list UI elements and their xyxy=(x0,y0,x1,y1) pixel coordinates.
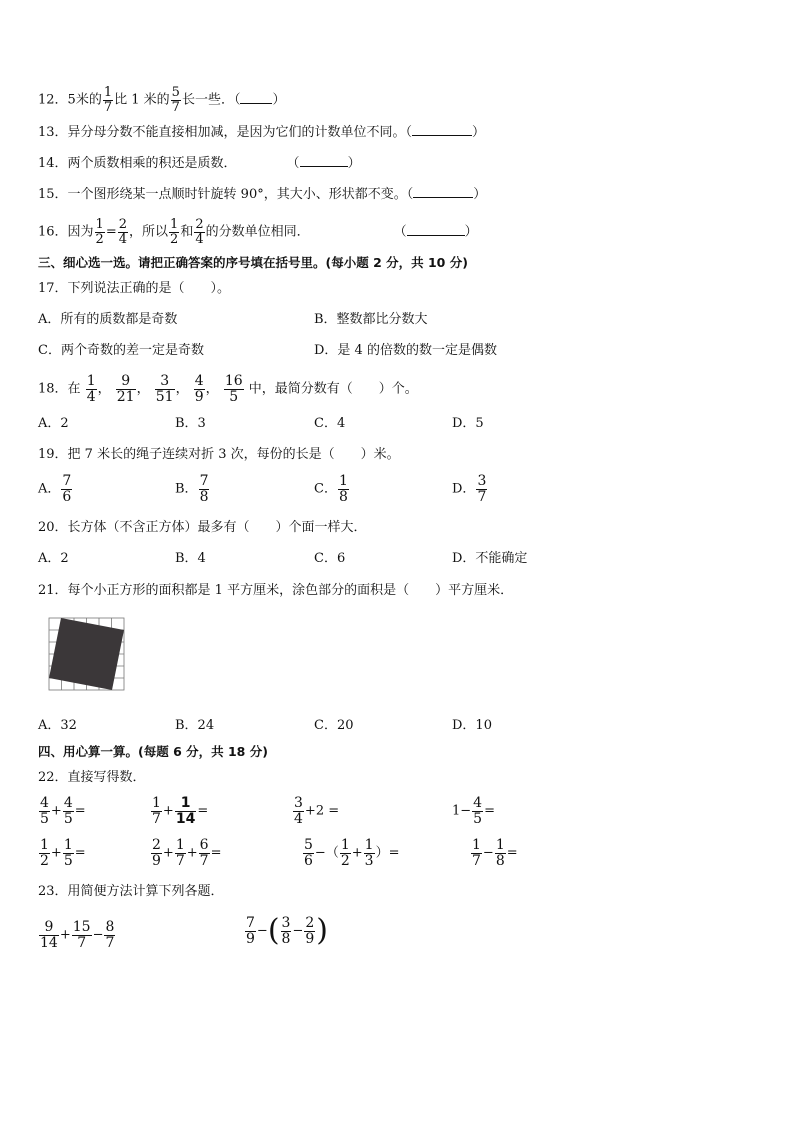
question-21: 21．每个小正方形的面积都是 1 平方厘米，涂色部分的面积是（ ）平方厘米． xyxy=(38,583,514,598)
section-4-heading: 四、用心算一算。(每题 6 分，共 18 分) xyxy=(38,744,268,759)
option-c[interactable]: C．20 xyxy=(314,718,354,733)
option-a[interactable]: A．2 xyxy=(38,551,69,566)
option-d[interactable]: D．5 xyxy=(452,416,484,431)
answer-blank[interactable] xyxy=(407,223,465,236)
expression: $\frac{1}{7}$ − $\frac{1}{8}$ = xyxy=(472,837,518,869)
expression: $\frac{3}{4}$ +2 = xyxy=(294,795,340,827)
question-15: 15．一个图形绕某一点顺时针旋转 90°，其大小、形状都不变。（ ） xyxy=(38,187,487,202)
option-a[interactable]: A．2 xyxy=(38,416,69,431)
option-b[interactable]: B． $\frac{7}{8}$ xyxy=(175,473,209,505)
expression: $\frac{4}{5}$ + $\frac{4}{5}$ = xyxy=(40,795,86,827)
question-16: 16．因为 $\frac{1}{2}$ = $\frac{2}{4}$ ，所以 $\frac{1}{2}$ 和 $\frac{2}{4}$ 的分数单位相同． （ ） xyxy=(38,217,478,247)
option-c[interactable]: C． $\frac{1}{8}$ xyxy=(314,473,348,505)
option-c[interactable]: C．4 xyxy=(314,416,346,431)
option-a[interactable]: A．32 xyxy=(38,718,77,733)
expression: $\frac{5}{6}$ −（ $\frac{1}{2}$ + $\frac{1}{3}$ ）= xyxy=(304,837,400,869)
option-a[interactable]: A．所有的质数都是奇数 xyxy=(38,312,178,327)
option-b[interactable]: B．24 xyxy=(175,718,215,733)
question-17: 17．下列说法正确的是（ ）。 xyxy=(38,281,231,296)
question-19: 19．把 7 米长的绳子连续对折 3 次，每份的长是（ ）米。 xyxy=(38,447,400,462)
question-13: 13．异分母分数不能直接相加减，是因为它们的计数单位不同。（ ） xyxy=(38,125,486,140)
option-c[interactable]: C．两个奇数的差一定是奇数 xyxy=(38,343,204,358)
shaded-square xyxy=(49,618,124,690)
answer-blank[interactable] xyxy=(412,123,472,136)
option-b[interactable]: B．3 xyxy=(175,416,206,431)
grid-figure xyxy=(48,617,126,691)
answer-blank[interactable] xyxy=(240,91,272,104)
option-b[interactable]: B．4 xyxy=(175,551,206,566)
expression: 1− $\frac{4}{5}$ = xyxy=(452,795,495,827)
expression: $\frac{1}{2}$ + $\frac{1}{5}$ = xyxy=(40,837,86,869)
section-3-heading: 三、细心选一选。请把正确答案的序号填在括号里。(每小题 2 分，共 10 分) xyxy=(38,255,468,270)
expression: $\frac{9}{14}$ + $\frac{15}{7}$ − $\frac{8}{7}$ xyxy=(40,919,115,951)
expression: $\frac{2}{9}$ + $\frac{1}{7}$ + $\frac{6}{7}$ = xyxy=(152,837,222,869)
question-12: 12．5米的 $\frac{1}{7}$ 比 1 米的 $\frac{5}{7}$ 长一些．（ ） xyxy=(38,85,286,115)
question-14: 14．两个质数相乘的积还是质数． （ ） xyxy=(38,156,361,171)
question-22: 22．直接写得数． xyxy=(38,770,146,785)
option-b[interactable]: B．整数都比分数大 xyxy=(314,312,428,327)
option-d[interactable]: D．是 4 的倍数的数一定是偶数 xyxy=(314,343,497,358)
expression: $\frac{7}{9}$ −( $\frac{3}{8}$ − $\frac{2}{9}$ ) xyxy=(246,913,329,949)
option-c[interactable]: C．6 xyxy=(314,551,346,566)
option-d[interactable]: D． $\frac{3}{7}$ xyxy=(452,473,487,505)
expression: $\frac{1}{7}$ + $\frac{1}{14}$ = xyxy=(152,795,209,827)
answer-blank[interactable] xyxy=(413,185,473,198)
option-d[interactable]: D．不能确定 xyxy=(452,551,528,566)
question-23: 23．用简便方法计算下列各题． xyxy=(38,884,224,899)
question-18: 18．在 $\frac{1}{4}$ ， $\frac{9}{21}$ ， $\frac{3}{51}$ ， $\frac{4}{9}$ ， $\frac{16}{5}$ 中，最简分数有（ ）个。 xyxy=(38,373,418,405)
option-a[interactable]: A． $\frac{7}{6}$ xyxy=(38,473,72,505)
fraction: $\frac{5}{7}$ xyxy=(171,85,180,115)
fraction: $\frac{1}{7}$ xyxy=(103,85,113,115)
question-20: 20．长方体（不含正方体）最多有（ ）个面一样大． xyxy=(38,520,367,535)
answer-blank[interactable] xyxy=(300,154,348,167)
option-d[interactable]: D．10 xyxy=(452,718,492,733)
